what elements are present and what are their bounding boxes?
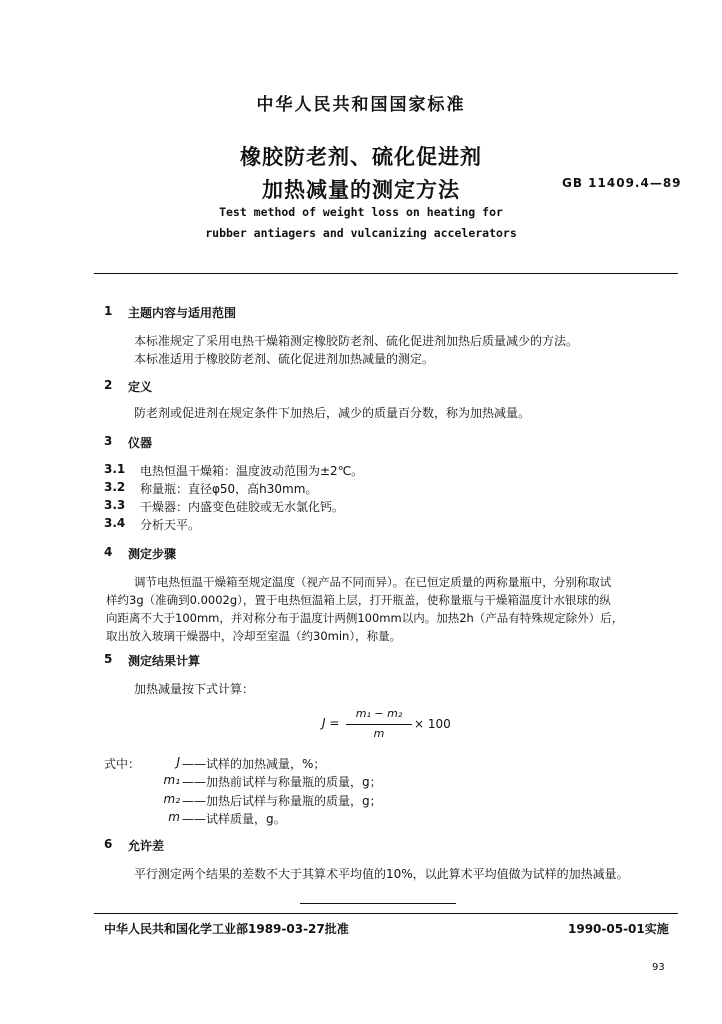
standard-number: GB 11409.4—89	[562, 176, 682, 190]
header-divider	[94, 273, 678, 274]
section-4-number: 4	[104, 545, 113, 559]
section-3-title: 仪器	[128, 436, 153, 450]
section-1-number: 1	[104, 304, 113, 318]
def-text-m1: ——加热前试样与称量瓶的质量，g；	[182, 775, 382, 789]
def-text-m: ——试样质量，g。	[182, 812, 286, 826]
section-3-number: 3	[104, 434, 113, 448]
section-6-number: 6	[104, 837, 113, 851]
clause-3-3-number: 3.3	[104, 498, 126, 512]
def-symbol-m: m	[168, 810, 180, 824]
section-4-line-2: 样约3g（准确到0.0002g），置于电热恒温箱上层，打开瓶盖，使称量瓶与干燥箱温度计水银球的纵	[106, 593, 611, 607]
section-4-title: 测定步骤	[128, 547, 177, 561]
section-1-title: 主题内容与适用范围	[128, 306, 237, 320]
section-5-number: 5	[104, 652, 113, 666]
clause-3-1-text: 电热恒温干燥箱：温度波动范围为±2℃。	[140, 464, 364, 478]
implementation-date: 1990-05-01实施	[568, 922, 669, 936]
section-1-paragraph-1: 本标准规定了采用电热干燥箱测定橡胶防老剂、硫化促进剂加热后质量减少的方法。	[134, 334, 579, 348]
section-2-paragraph-1: 防老剂或促进剂在规定条件下加热后，减少的质量百分数，称为加热减量。	[134, 406, 531, 420]
footer-divider	[94, 913, 678, 914]
section-1-paragraph-2: 本标准适用于橡胶防老剂、硫化促进剂加热减量的测定。	[134, 352, 435, 366]
section-4-line-3: 向距离不大于100mm，并对称分布于温度计两侧100mm以内。加热2h（产品有特殊规定除外）后，	[106, 611, 624, 625]
formula-lhs: J =	[322, 716, 340, 730]
section-6-title: 允许差	[128, 839, 165, 853]
section-2-title: 定义	[128, 380, 153, 394]
section-5-intro: 加热减量按下式计算：	[134, 682, 255, 696]
clause-3-4-text: 分析天平。	[140, 518, 201, 532]
formula-multiplier: × 100	[414, 717, 451, 731]
section-2-number: 2	[104, 378, 113, 392]
clause-3-1-number: 3.1	[104, 462, 126, 476]
section-6-paragraph-1: 平行测定两个结果的差数不大于其算术平均值的10%，以此算术平均值做为试样的加热减量。	[134, 867, 629, 881]
approval-info: 中华人民共和国化学工业部1989-03-27批准	[104, 922, 349, 936]
clause-3-2-number: 3.2	[104, 480, 126, 494]
formula-where-label: 式中：	[104, 757, 141, 771]
def-text-j: ——试样的加热减量，%；	[182, 757, 326, 771]
fraction-bar	[346, 724, 412, 725]
page-number: 93	[652, 962, 665, 973]
document-title-line2: 加热减量的测定方法	[262, 178, 460, 202]
section-5-title: 测定结果计算	[128, 654, 201, 668]
footer-short-divider	[300, 903, 456, 904]
clause-3-2-text: 称量瓶：直径φ50，高h30mm。	[140, 482, 318, 496]
def-symbol-j: J	[176, 755, 180, 769]
def-text-m2: ——加热后试样与称量瓶的质量，g；	[182, 794, 382, 808]
formula-denominator: m	[373, 727, 385, 740]
formula-numerator: m₁ − m₂	[355, 707, 403, 720]
def-symbol-m2: m₂	[163, 792, 180, 806]
clause-3-3-text: 干燥器：内盛变色硅胶或无水氯化钙。	[140, 500, 345, 514]
english-title-line1: Test method of weight loss on heating for	[219, 205, 503, 219]
document-title-line1: 橡胶防老剂、硫化促进剂	[240, 145, 482, 169]
clause-3-4-number: 3.4	[104, 516, 126, 530]
section-4-line-1: 调节电热恒温干燥箱至规定温度（视产品不同而异）。在已恒定质量的两称量瓶中，分别称取试	[134, 575, 612, 589]
section-4-line-4: 取出放入玻璃干燥器中，冷却至室温（约30min），称量。	[106, 629, 402, 643]
english-title-line2: rubber antiagers and vulcanizing accelerators	[205, 226, 517, 240]
def-symbol-m1: m₁	[163, 773, 180, 787]
standard-title: 中华人民共和国国家标准	[256, 95, 466, 115]
